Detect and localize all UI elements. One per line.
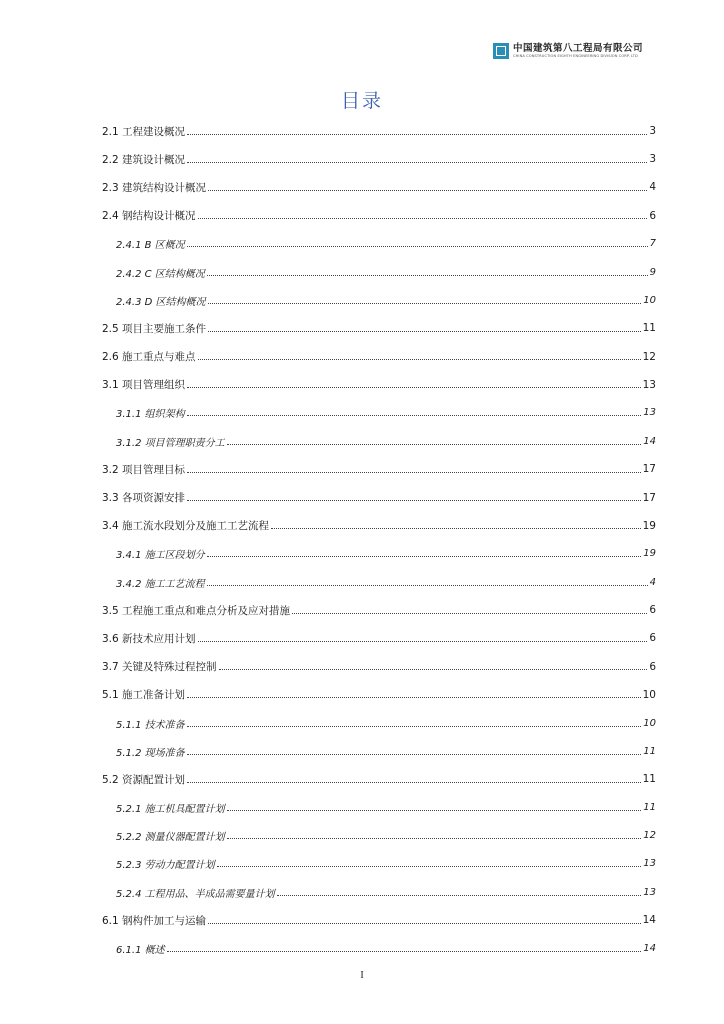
toc-dot-leader xyxy=(227,444,642,445)
toc-entry[interactable] xyxy=(102,399,656,427)
toc-dot-leader xyxy=(207,585,648,586)
toc-entry-text: 劳动力配置计划 xyxy=(144,860,215,872)
toc-entry-number: 5.2.1 xyxy=(116,804,142,816)
toc-entry-number: 2.4.2 xyxy=(116,268,142,280)
toc-entry-page: 14 xyxy=(643,435,656,447)
toc-entry-page: 6 xyxy=(649,209,656,222)
toc-dot-leader xyxy=(208,331,641,332)
toc-entry[interactable] xyxy=(102,343,656,371)
toc-entry-text: 建筑结构设计概况 xyxy=(122,181,207,194)
toc-dot-leader xyxy=(277,895,642,896)
toc-dot-leader xyxy=(227,810,642,811)
toc-entry-page: 12 xyxy=(642,350,656,363)
toc-dot-leader xyxy=(208,190,647,191)
toc-entry-number: 2.2 xyxy=(102,153,119,166)
page-title: 目录 xyxy=(340,90,383,112)
toc-entry-number: 2.1 xyxy=(102,125,119,138)
toc-entry-text: 测量仪器配置计划 xyxy=(144,832,225,844)
toc-entry-text: 资源配置计划 xyxy=(122,773,186,786)
toc-dot-leader xyxy=(187,134,647,135)
toc-entry[interactable] xyxy=(102,934,656,962)
toc-entry-text: 项目主要施工条件 xyxy=(122,322,207,335)
toc-entry-number: 5.2 xyxy=(102,773,119,786)
toc-dot-leader xyxy=(208,923,641,924)
toc-entry-number: 5.2.4 xyxy=(116,888,142,900)
toc-entry-page: 19 xyxy=(642,519,656,532)
toc-dot-leader xyxy=(227,838,642,839)
toc-entry-label xyxy=(102,518,269,533)
toc-entry-label xyxy=(102,180,206,195)
toc-entry-label xyxy=(102,462,185,477)
toc-dot-leader xyxy=(187,246,648,247)
toc-entry-label xyxy=(116,800,225,815)
toc-entry-number: 6.1.1 xyxy=(116,945,142,957)
toc-dot-leader xyxy=(198,641,648,642)
toc-entry-number: 3.1.1 xyxy=(116,409,142,421)
toc-entry-label xyxy=(102,772,185,787)
toc-entry-number: 2.4.1 xyxy=(116,240,142,252)
toc-entry-page: 11 xyxy=(642,773,656,786)
toc-entry-page: 13 xyxy=(643,407,656,419)
toc-dot-leader xyxy=(207,275,648,276)
toc-dot-leader xyxy=(187,162,647,163)
toc-dot-leader xyxy=(198,359,641,360)
toc-dot-leader xyxy=(187,754,642,755)
toc-entry[interactable] xyxy=(102,371,656,399)
toc-entry[interactable] xyxy=(102,230,656,258)
toc-dot-leader xyxy=(187,726,642,727)
toc-entry-text: D 区结构概况 xyxy=(144,296,206,308)
toc-entry-text: C 区结构概况 xyxy=(144,268,205,280)
toc-dot-leader xyxy=(187,415,642,416)
toc-entry-text: 施工工艺流程 xyxy=(144,578,205,590)
toc-entry-number: 3.1 xyxy=(102,379,119,392)
toc-entry-text: 工程建设概况 xyxy=(122,125,186,138)
toc-entry-number: 5.1.2 xyxy=(116,747,142,759)
toc-entry-page: 10 xyxy=(643,294,656,306)
toc-dot-leader xyxy=(187,697,641,698)
toc-entry-page: 3 xyxy=(649,125,656,138)
toc-entry-label xyxy=(102,349,196,364)
toc-entry-number: 3.3 xyxy=(102,492,119,505)
toc-entry-label xyxy=(116,856,215,871)
toc-entry-label xyxy=(102,208,196,223)
toc-entry-number: 2.3 xyxy=(102,181,119,194)
toc-entry-label xyxy=(102,490,185,505)
toc-entry-label xyxy=(102,687,185,702)
toc-dot-leader xyxy=(217,866,642,867)
toc-entry-page: 6 xyxy=(649,660,656,673)
toc-entry-text: 项目管理组织 xyxy=(122,379,186,392)
toc-entry-label xyxy=(116,828,225,843)
toc-entry-number: 2.6 xyxy=(102,351,119,364)
toc-dot-leader xyxy=(208,303,642,304)
toc-entry-label xyxy=(102,659,217,674)
toc-entry[interactable] xyxy=(102,540,656,568)
toc-entry-label xyxy=(116,716,185,731)
toc-entry-text: 新技术应用计划 xyxy=(122,632,196,645)
toc-entry-page: 11 xyxy=(642,322,656,335)
toc-entry-label xyxy=(116,941,165,956)
toc-dot-leader xyxy=(219,669,648,670)
toc-dot-leader xyxy=(271,528,641,529)
toc-entry-text: 工程施工重点和难点分析及应对措施 xyxy=(122,604,291,617)
toc-entry-label xyxy=(116,885,275,900)
toc-dot-leader xyxy=(198,218,648,219)
toc-entry[interactable] xyxy=(102,512,656,540)
toc-entry-text: B 区概况 xyxy=(144,240,185,252)
toc-entry-text: 技术准备 xyxy=(144,719,185,731)
toc-entry-page: 10 xyxy=(643,717,656,729)
company-name-cn: 中国建筑第八工程局有限公司 xyxy=(513,43,644,54)
toc-entry-text: 施工准备计划 xyxy=(122,689,186,702)
toc-entry-number: 3.4.2 xyxy=(116,578,142,590)
toc-entry-page: 13 xyxy=(643,886,656,898)
toc-entry-page: 7 xyxy=(649,238,656,250)
toc-entry[interactable] xyxy=(102,483,656,511)
toc-entry-label xyxy=(116,405,185,420)
toc-entry-label xyxy=(116,434,225,449)
toc-entry[interactable] xyxy=(102,314,656,342)
toc-entry[interactable] xyxy=(102,596,656,624)
toc-entry-number: 2.4 xyxy=(102,210,119,223)
toc-dot-leader xyxy=(187,500,641,501)
toc-entry[interactable] xyxy=(102,117,656,145)
toc-entry-page: 9 xyxy=(649,266,656,278)
toc-entry-page: 4 xyxy=(649,181,656,194)
toc-entry[interactable] xyxy=(102,737,656,765)
toc-dot-leader xyxy=(187,472,641,473)
toc-entry-page: 3 xyxy=(649,153,656,166)
toc-entry-text: 组织架构 xyxy=(144,409,185,421)
toc-entry-text: 项目管理目标 xyxy=(122,463,186,476)
toc-entry-text: 钢构件加工与运输 xyxy=(122,914,207,927)
company-logo-icon xyxy=(493,43,509,59)
toc-entry-label xyxy=(116,236,185,251)
toc-entry-number: 2.4.3 xyxy=(116,296,142,308)
toc-entry-page: 6 xyxy=(649,632,656,645)
toc-entry[interactable] xyxy=(102,455,656,483)
toc-entry[interactable] xyxy=(102,709,656,737)
toc-entry[interactable] xyxy=(102,427,656,455)
toc-entry-page: 13 xyxy=(642,378,656,391)
toc-entry-page: 11 xyxy=(643,802,656,814)
toc-entry[interactable] xyxy=(102,653,656,681)
toc-entry-text: 施工机具配置计划 xyxy=(144,804,225,816)
toc-entry-number: 6.1 xyxy=(102,914,119,927)
toc-dot-leader xyxy=(187,387,641,388)
toc-entry-label xyxy=(102,377,185,392)
toc-entry-page: 12 xyxy=(643,830,656,842)
toc-entry-page: 17 xyxy=(642,463,656,476)
toc-entry-text: 钢结构设计概况 xyxy=(122,210,196,223)
toc-entry-number: 3.1.2 xyxy=(116,437,142,449)
company-logo xyxy=(493,43,643,59)
company-name-en: CHINA CONSTRUCTION EIGHTH ENGINEERING DIVISION CORP. LTD xyxy=(513,54,638,58)
toc-entry-label xyxy=(102,152,185,167)
toc-entry-page: 10 xyxy=(642,688,656,701)
toc-entry-page: 19 xyxy=(643,548,656,560)
toc-entry-label xyxy=(102,631,196,646)
toc-entry-number: 3.4.1 xyxy=(116,550,142,562)
toc-entry-number: 3.6 xyxy=(102,632,119,645)
toc-entry-label xyxy=(116,744,185,759)
toc-entry-text: 项目管理职责分工 xyxy=(144,437,225,449)
toc-entry[interactable] xyxy=(102,286,656,314)
table-of-contents xyxy=(102,117,656,963)
page-number: I xyxy=(360,970,364,981)
toc-entry-text: 关键及特殊过程控制 xyxy=(122,661,217,674)
toc-entry-number: 5.2.3 xyxy=(116,860,142,872)
toc-entry-text: 各项资源安排 xyxy=(122,492,186,505)
toc-entry[interactable] xyxy=(102,568,656,596)
toc-entry-number: 3.4 xyxy=(102,520,119,533)
toc-entry-page: 11 xyxy=(643,745,656,757)
toc-entry-label xyxy=(102,603,290,618)
toc-entry-text: 概述 xyxy=(144,945,165,957)
toc-entry-page: 13 xyxy=(643,858,656,870)
toc-entry-number: 2.5 xyxy=(102,322,119,335)
toc-entry[interactable] xyxy=(102,202,656,230)
toc-entry-label xyxy=(116,265,205,280)
toc-entry[interactable] xyxy=(102,258,656,286)
toc-entry-text: 施工区段划分 xyxy=(144,550,205,562)
toc-dot-leader xyxy=(167,951,642,952)
toc-dot-leader xyxy=(207,556,642,557)
toc-entry-page: 6 xyxy=(649,604,656,617)
toc-entry-page: 17 xyxy=(642,491,656,504)
toc-entry[interactable] xyxy=(102,822,656,850)
company-name xyxy=(513,43,643,59)
toc-entry[interactable] xyxy=(102,906,656,934)
toc-entry[interactable] xyxy=(102,765,656,793)
toc-entry-text: 工程用品、半成品需要量计划 xyxy=(144,888,275,900)
toc-entry-label xyxy=(116,546,205,561)
toc-entry-label xyxy=(102,124,185,139)
toc-entry-page: 14 xyxy=(643,943,656,955)
toc-entry[interactable] xyxy=(102,878,656,906)
toc-entry-label xyxy=(116,293,206,308)
toc-entry[interactable] xyxy=(102,850,656,878)
toc-entry-text: 现场准备 xyxy=(144,747,185,759)
toc-entry-label xyxy=(102,913,206,928)
toc-entry[interactable] xyxy=(102,624,656,652)
toc-entry-number: 5.1 xyxy=(102,689,119,702)
toc-entry[interactable] xyxy=(102,794,656,822)
toc-entry[interactable] xyxy=(102,145,656,173)
toc-entry-page: 14 xyxy=(642,914,656,927)
toc-dot-leader xyxy=(187,782,641,783)
toc-entry-text: 建筑设计概况 xyxy=(122,153,186,166)
toc-dot-leader xyxy=(292,613,647,614)
toc-entry-number: 3.5 xyxy=(102,604,119,617)
toc-entry[interactable] xyxy=(102,173,656,201)
toc-entry-page: 4 xyxy=(649,576,656,588)
toc-entry-number: 3.2 xyxy=(102,463,119,476)
toc-entry-number: 5.2.2 xyxy=(116,832,142,844)
toc-entry-number: 3.7 xyxy=(102,661,119,674)
toc-entry-text: 施工重点与难点 xyxy=(122,351,196,364)
toc-entry-number: 5.1.1 xyxy=(116,719,142,731)
toc-entry-label xyxy=(102,321,206,336)
toc-entry[interactable] xyxy=(102,681,656,709)
toc-entry-label xyxy=(116,575,205,590)
toc-entry-text: 施工流水段划分及施工工艺流程 xyxy=(122,520,270,533)
